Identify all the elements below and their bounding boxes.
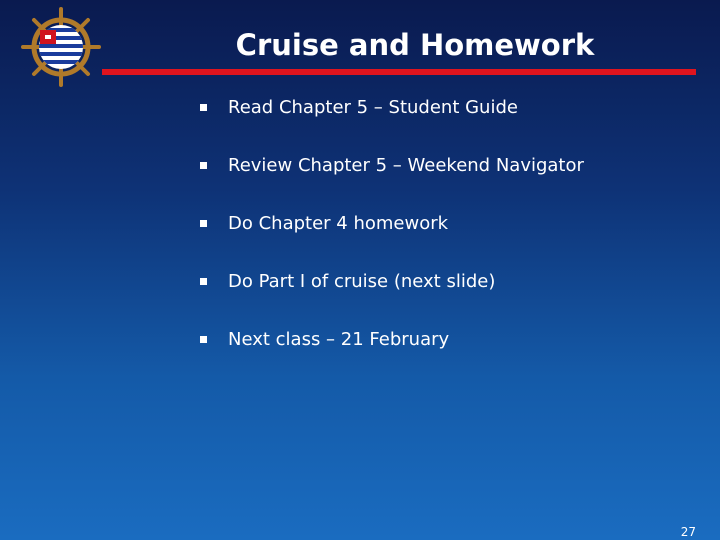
- bullet-text: Read Chapter 5 – Student Guide: [228, 96, 518, 118]
- bullet-text: Do Chapter 4 homework: [228, 212, 449, 234]
- list-item: [200, 210, 584, 236]
- bullet-text: Do Part I of cruise (next slide): [228, 270, 496, 292]
- title-underline: [102, 69, 696, 75]
- slide-title: Cruise and Homework: [235, 28, 595, 62]
- list-item: [200, 152, 584, 178]
- bullet-square-icon: [200, 336, 207, 343]
- bullet-text: Review Chapter 5 – Weekend Navigator: [228, 154, 584, 176]
- bullet-square-icon: [200, 278, 207, 285]
- bullet-square-icon: [200, 104, 207, 111]
- bullet-text: Next class – 21 February: [228, 328, 450, 350]
- bullet-square-icon: [200, 162, 207, 169]
- list-item: [200, 94, 584, 120]
- list-item: [200, 268, 584, 294]
- bullet-square-icon: [200, 220, 207, 227]
- page-number: 27: [680, 525, 696, 539]
- list-item: [200, 326, 584, 352]
- bullet-list: [200, 94, 584, 384]
- ship-wheel-ensign-logo-icon: [20, 6, 102, 88]
